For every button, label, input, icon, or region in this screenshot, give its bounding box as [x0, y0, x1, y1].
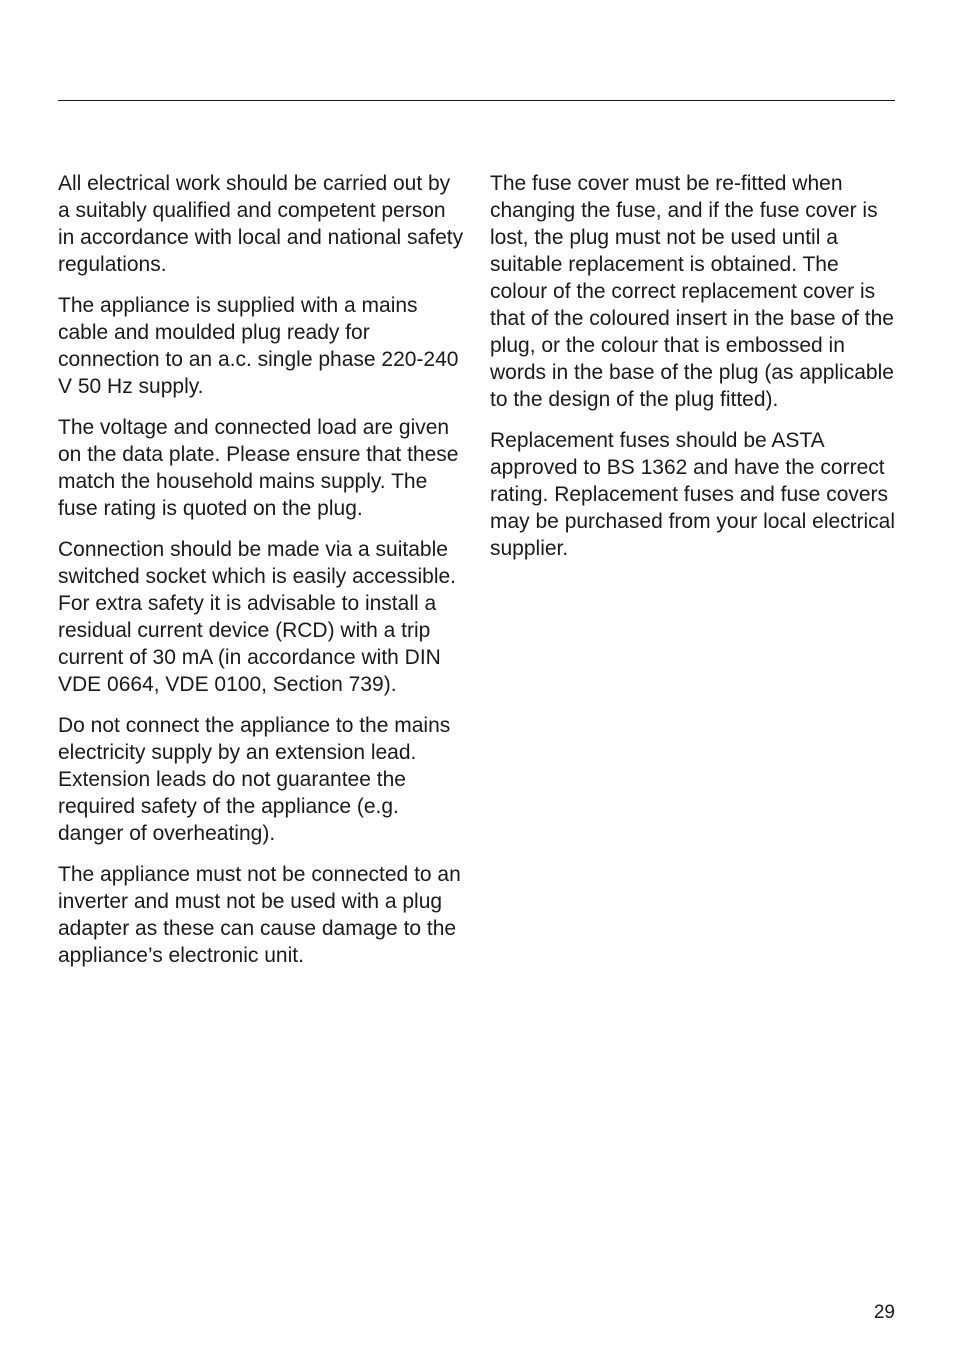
right-column [490, 170, 896, 576]
paragraph: Do not connect the appliance to the mains electricity supply by an extension lead. Extension leads do not guarantee the required safety of the appliance (e.g. danger of overheating). [58, 714, 451, 845]
page-number: 29 [873, 1302, 895, 1323]
paragraph: The appliance must not be connected to an inverter and must not be used with a plug adapter as these can cause damage to the appliance’s electronic unit. [58, 863, 461, 967]
paragraph: The voltage and connected load are given on the data plate. Please ensure that these match the household mains supply. The fuse rating is quoted on the plug. [58, 416, 459, 520]
paragraph: All electrical work should be carried out by a suitably qualified and competent person in accordance with local and national safety regulations. [58, 172, 464, 276]
left-column [58, 170, 466, 983]
paragraph: Connection should be made via a suitable switched socket which is easily accessible. For extra safety it is advisable to install a residual current device (RCD) with a trip current of 30 mA (in accordance with DIN VDE 0664, VDE 0100, Section 739). [58, 538, 456, 696]
paragraph: The appliance is supplied with a mains cable and moulded plug ready for connection to an a.c. single phase 220-240 V 50 Hz supply. [58, 294, 459, 398]
header-rule [58, 100, 895, 101]
paragraph: The fuse cover must be re-fitted when changing the fuse, and if the fuse cover is lost, the plug must not be used until a suitable replacement is obtained. The colour of the correct replacement cover is that of the coloured insert in the base of the plug, or the colour that is embossed in words in the base of the plug (as applicable to the design of the plug fitted). [490, 172, 894, 411]
paragraph: Replacement fuses should be ASTA approved to BS 1362 and have the correct rating. Replacement fuses and fuse covers may be purchased from your local electrical supplier. [490, 429, 896, 560]
